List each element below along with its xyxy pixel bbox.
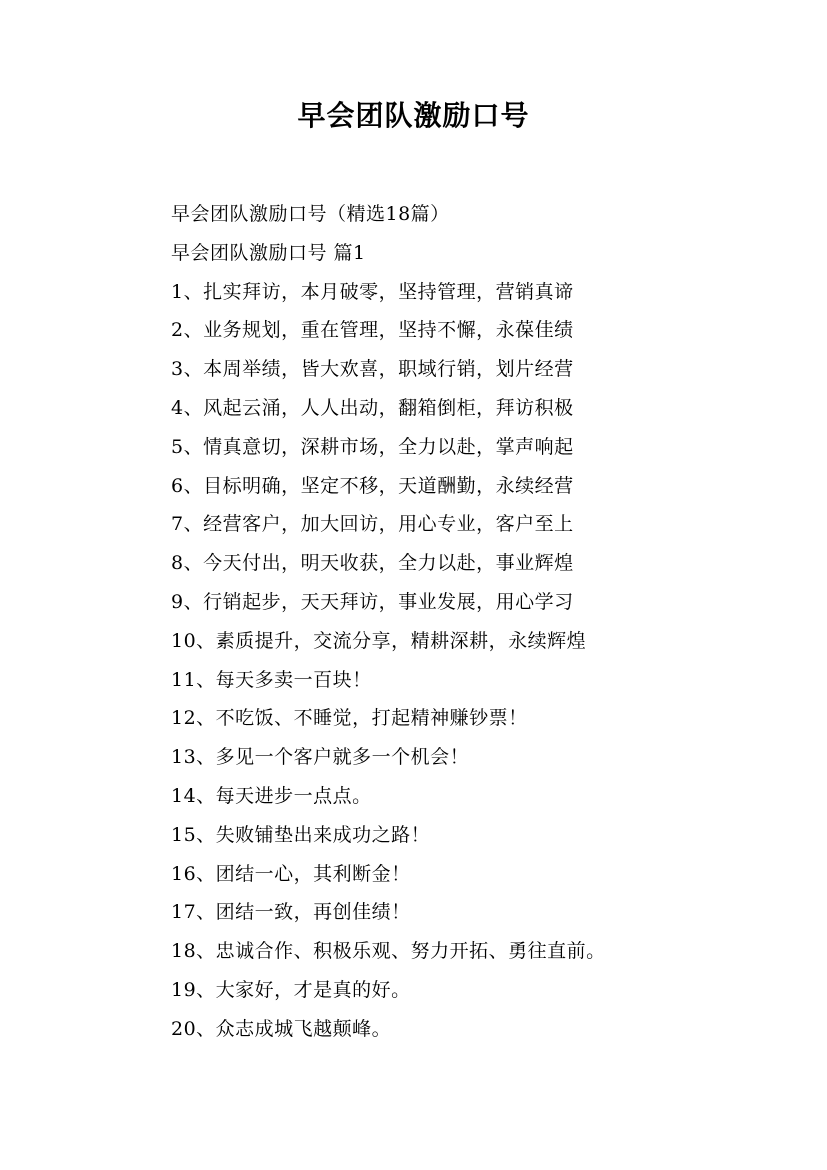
slogan-item: 8、今天付出，明天收获，全力以赴，事业辉煌 xyxy=(171,552,574,575)
document-body xyxy=(171,195,791,1049)
document-subtitle: 早会团队激励口号（精选18篇） xyxy=(171,203,450,225)
slogan-item: 13、多见一个客户就多一个机会！ xyxy=(171,746,470,769)
slogan-item: 7、经营客户，加大回访，用心专业，客户至上 xyxy=(171,513,574,536)
slogan-item: 3、本周举绩，皆大欢喜，职域行销，划片经营 xyxy=(171,358,574,381)
slogan-item: 4、风起云涌，人人出动，翻箱倒柜，拜访积极 xyxy=(171,396,574,419)
slogan-item: 16、团结一心，其利断金！ xyxy=(171,862,411,885)
slogan-item: 2、业务规划，重在管理，坚持不懈，永葆佳绩 xyxy=(171,319,574,342)
slogan-item: 20、众志成城飞越颠峰。 xyxy=(171,1017,392,1040)
slogan-item: 9、行销起步，天天拜访，事业发展，用心学习 xyxy=(171,590,574,613)
slogan-item: 15、失败铺垫出来成功之路！ xyxy=(171,823,431,846)
slogan-item: 6、目标明确，坚定不移，天道酬勤，永续经营 xyxy=(171,474,574,497)
slogan-item: 10、素质提升，交流分享，精耕深耕，永续辉煌 xyxy=(171,629,587,652)
slogan-item: 18、忠诚合作、积极乐观、努力开拓、勇往直前。 xyxy=(171,940,606,963)
slogan-item: 17、团结一致，再创佳绩！ xyxy=(171,901,411,924)
slogan-item: 1、扎实拜访，本月破零，坚持管理，营销真谛 xyxy=(171,280,574,303)
slogan-item: 11、每天多卖一百块！ xyxy=(171,668,372,691)
slogan-item: 12、不吃饭、不睡觉，打起精神赚钞票！ xyxy=(171,707,528,730)
slogan-item: 14、每天进步一点点。 xyxy=(171,784,372,807)
section-heading: 早会团队激励口号 篇1 xyxy=(171,241,366,264)
slogan-item: 5、情真意切，深耕市场，全力以赴，掌声响起 xyxy=(171,435,574,458)
document-title: 早会团队激励口号 xyxy=(297,99,530,132)
slogan-item: 19、大家好，才是真的好。 xyxy=(171,978,411,1001)
